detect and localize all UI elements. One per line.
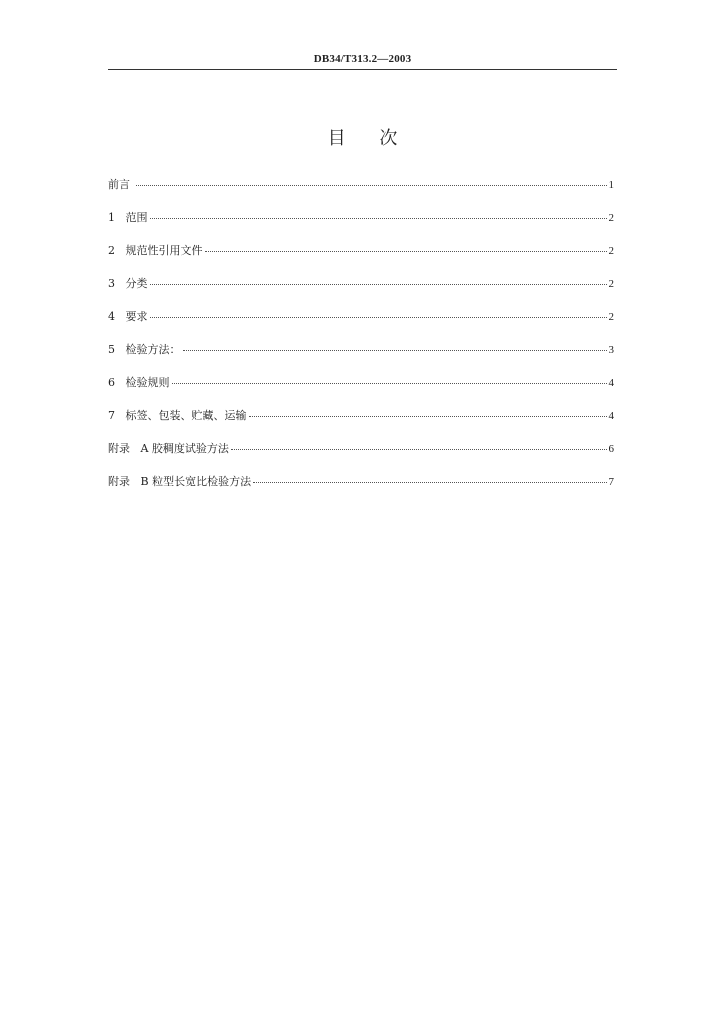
toc-entry-classification[interactable] (108, 277, 614, 310)
toc-entry-label: 4 要求 (108, 310, 148, 323)
toc-dot-leader (183, 350, 607, 351)
toc-entry-appendix-a[interactable] (108, 442, 614, 475)
document-code-header: DB34/T313.2—2003 (313, 53, 412, 65)
toc-page-number: 2 (608, 278, 614, 290)
toc-dot-leader (253, 482, 606, 483)
toc-entry-label: 6 检验规则 (108, 376, 170, 389)
toc-page-number: 2 (608, 245, 614, 257)
toc-entry-label: 3 分类 (108, 277, 148, 290)
toc-entry-label: 2 规范性引用文件 (108, 244, 203, 257)
toc-page-number: 1 (608, 179, 614, 191)
toc-page-number: 2 (608, 311, 614, 323)
toc-dot-leader (231, 449, 607, 450)
toc-dot-leader (150, 284, 607, 285)
table-of-contents (108, 178, 614, 508)
toc-page-number: 4 (608, 410, 614, 422)
toc-entry-inspection-rules[interactable] (108, 376, 614, 409)
toc-entry-label: 附录 B 粒型长宽比检验方法 (108, 475, 252, 488)
toc-dot-leader (172, 383, 607, 384)
toc-entry-normative-references[interactable] (108, 244, 614, 277)
toc-entry-label: 前言 (108, 178, 134, 191)
toc-entry-label: 附录 A 胶稠度试验方法 (108, 442, 229, 455)
toc-entry-label: 7 标签、包装、贮藏、运输 (108, 409, 247, 422)
toc-dot-leader (205, 251, 607, 252)
toc-dot-leader (150, 218, 607, 219)
toc-entry-label: 5 检验方法： (108, 343, 181, 356)
toc-page-number: 4 (608, 377, 614, 389)
header-rule (108, 69, 617, 70)
toc-dot-leader (249, 416, 607, 417)
toc-entry-requirements[interactable] (108, 310, 614, 343)
toc-entry-scope[interactable] (108, 211, 614, 244)
toc-entry-appendix-b[interactable] (108, 475, 614, 508)
toc-page-number: 7 (608, 476, 614, 488)
toc-title: 目 次 (327, 128, 412, 149)
toc-entry-test-methods[interactable] (108, 343, 614, 376)
toc-dot-leader (150, 317, 607, 318)
toc-dot-leader (136, 185, 607, 186)
toc-entry-labeling-packaging[interactable] (108, 409, 614, 442)
toc-entry-foreword[interactable] (108, 178, 614, 211)
toc-page-number: 3 (608, 344, 614, 356)
toc-page-number: 6 (608, 443, 614, 455)
toc-entry-label: 1 范围 (108, 211, 148, 224)
toc-page-number: 2 (608, 212, 614, 224)
